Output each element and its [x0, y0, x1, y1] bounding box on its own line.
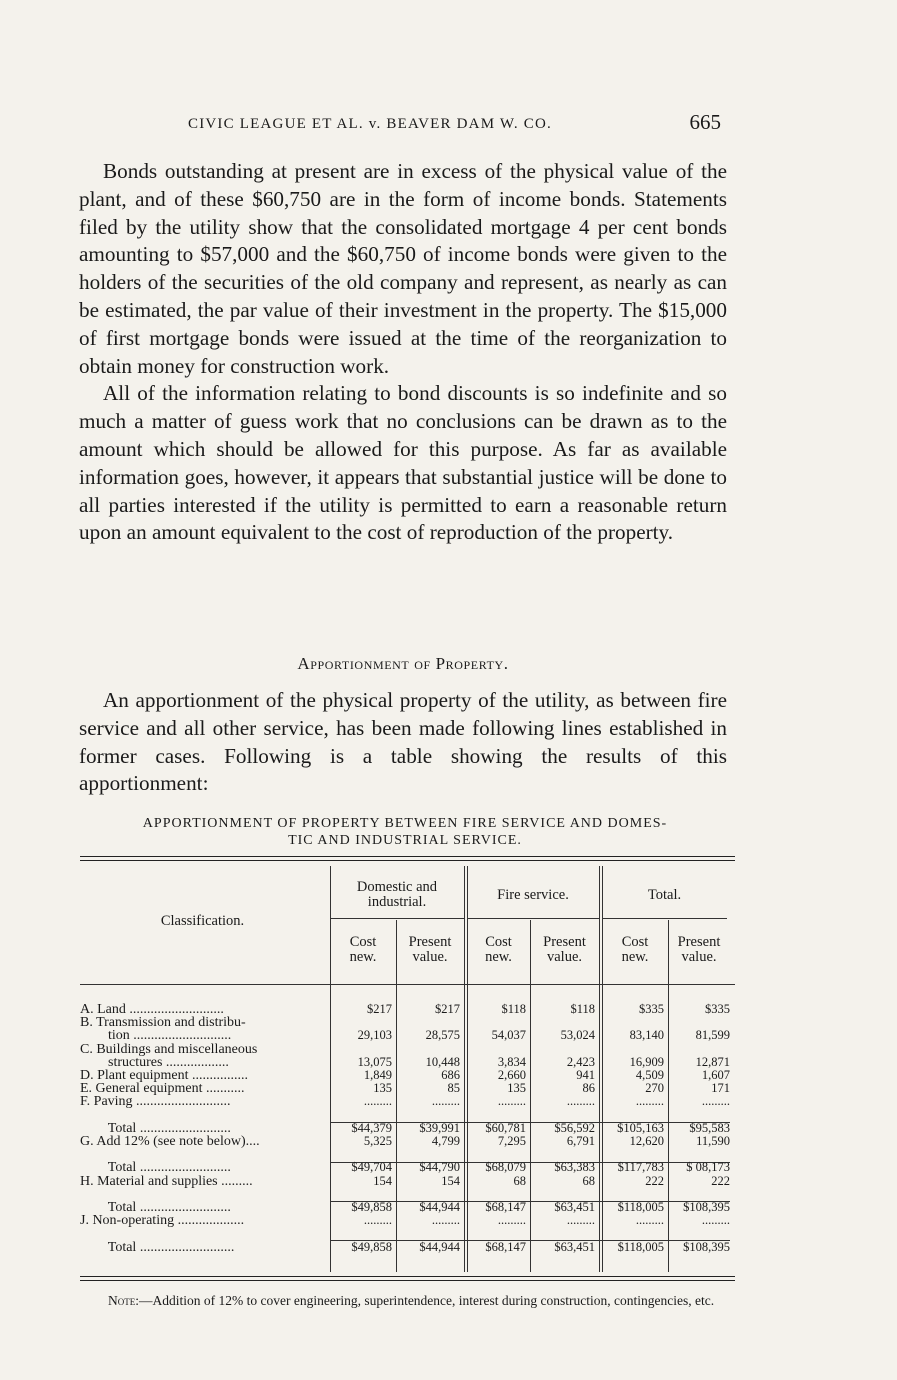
- table-cell: 12,620: [629, 1134, 664, 1149]
- table-cell: $118,005: [617, 1239, 664, 1254]
- row-label: E. General equipment ...........: [80, 1081, 245, 1097]
- table-cell: 154: [441, 1173, 460, 1188]
- table-cell: $56,592: [554, 1120, 595, 1135]
- table-cell: $44,944: [419, 1239, 460, 1254]
- table-cell: 29,103: [357, 1028, 392, 1043]
- table-bottom-rule: [80, 1276, 735, 1277]
- table-cell: .........: [701, 1094, 730, 1109]
- header-fire-service: Fire service.: [497, 887, 569, 903]
- table-cell: 12,871: [695, 1054, 730, 1069]
- table-cell: $335: [705, 1002, 730, 1016]
- table-cell: 86: [582, 1081, 595, 1096]
- table-top-rule-2: [80, 860, 735, 861]
- table-top-rule: [80, 856, 735, 857]
- table-cell: $68,079: [485, 1160, 526, 1175]
- table-cell: 7,295: [497, 1134, 526, 1149]
- table-cell: 135: [507, 1081, 526, 1096]
- paragraph-apportionment: An apportionment of the physical property of the utility, as between fire service and all other service, has been made following lines established in former cases. Following is a table showing the results of this apportionment:: [79, 688, 727, 796]
- table-title-line-2: TIC AND INDUSTRIAL SERVICE.: [288, 833, 522, 848]
- table-cell: [467, 1227, 526, 1240]
- table-cell: [602, 1109, 664, 1122]
- table-cell: .........: [431, 1213, 460, 1228]
- table-cell: $108,395: [683, 1200, 730, 1215]
- note-label: Note:: [108, 1293, 139, 1308]
- header-rule: [602, 918, 727, 919]
- header-classification: Classification.: [160, 913, 245, 929]
- table-cell: 1,849: [363, 1068, 392, 1083]
- table-cell: 68: [513, 1173, 526, 1188]
- table-cell: 53,024: [560, 1028, 595, 1043]
- fire-present-value-column: [530, 1003, 595, 1254]
- header-fire-cost-new: Cost new.: [485, 934, 512, 965]
- table-cell: 686: [441, 1068, 460, 1083]
- running-head: [80, 112, 725, 136]
- table-cell: $63,383: [554, 1160, 595, 1175]
- table-cell: $44,379: [351, 1120, 392, 1135]
- table-cell: 28,575: [425, 1028, 460, 1043]
- table-cell: 10,448: [425, 1054, 460, 1069]
- domestic-present-value-column: [396, 1003, 460, 1254]
- section-heading: Apportionment of Property.: [297, 654, 509, 673]
- row-label: D. Plant equipment ................: [80, 1068, 248, 1084]
- row-label: [80, 1109, 325, 1122]
- row-label: J. Non-operating ...................: [80, 1213, 245, 1229]
- table-cell: [602, 1227, 664, 1240]
- running-title: CIVIC LEAGUE ET AL. v. BEAVER DAM W. CO.: [188, 116, 552, 132]
- table-cell: 11,590: [696, 1134, 730, 1149]
- table-cell: $118,005: [617, 1200, 664, 1215]
- total-present-value-column: [668, 1003, 730, 1254]
- table-cell: $44,790: [419, 1160, 460, 1175]
- table-cell: .........: [497, 1213, 526, 1228]
- table-cell: $117,783: [617, 1160, 664, 1175]
- table-cell: 171: [711, 1081, 730, 1096]
- header-domestic-cost-new: Cost new.: [349, 934, 377, 965]
- table-cell: 5,325: [363, 1134, 392, 1149]
- paragraph-bond-discounts: All of the information relating to bond discounts is so indefinite and so much a matter of guess work that no conclusions can be drawn as to the amount which should be allowed for this purpose. As far as available information goes, however, it appears that substantial justice will be done to all parties interested if the utility is permitted to earn a reasonable return upon an amount equivalent to the cost of reproduction of the property.: [79, 381, 727, 545]
- table-cell: .........: [566, 1213, 595, 1228]
- row-label: C. Buildings and miscellaneous: [80, 1041, 258, 1057]
- body-text-apportionment: [79, 687, 727, 798]
- row-label: [80, 1227, 325, 1240]
- table-cell: $44,944: [419, 1200, 460, 1215]
- table-cell: [668, 1109, 730, 1122]
- table-cell: $118: [501, 1002, 526, 1016]
- table-cell: [396, 1043, 460, 1056]
- table-cell: 3,834: [497, 1054, 526, 1069]
- table-cell: $60,781: [485, 1120, 526, 1135]
- table-cell: 270: [645, 1081, 664, 1096]
- page-number: 665: [689, 110, 721, 134]
- body-text: [79, 158, 727, 547]
- header-domestic: Domestic and industrial.: [356, 879, 438, 910]
- row-label: tion ............................: [80, 1028, 232, 1044]
- table-cell: 2,660: [497, 1068, 526, 1083]
- table-cell: [467, 1043, 526, 1056]
- total-cost-new-column: [602, 1003, 664, 1254]
- table-cell: 13,075: [357, 1054, 392, 1069]
- table-bottom-rule-2: [80, 1280, 735, 1281]
- table-cell: $105,163: [617, 1120, 664, 1135]
- table-cell: $ 08,173: [686, 1160, 730, 1175]
- header-bottom-rule: [80, 984, 735, 985]
- table-cell: .........: [363, 1094, 392, 1109]
- header-total-cost-new: Cost new.: [621, 934, 649, 965]
- row-label: Total ..........................: [80, 1160, 231, 1176]
- table-cell: 222: [645, 1173, 664, 1188]
- table-cell: [330, 1109, 392, 1122]
- table-cell: $49,858: [351, 1239, 392, 1254]
- table-cell: 154: [373, 1173, 392, 1188]
- row-label: G. Add 12% (see note below)....: [80, 1134, 260, 1150]
- table-cell: .........: [635, 1213, 664, 1228]
- table-cell: 135: [373, 1081, 392, 1096]
- row-label: Total ..........................: [80, 1120, 231, 1136]
- row-label: H. Material and supplies .........: [80, 1173, 253, 1189]
- note-text: —Addition of 12% to cover engineering, superintendence, interest during construction, contingencies, etc.: [139, 1293, 715, 1308]
- table-cell: 81,599: [695, 1028, 730, 1043]
- table-cell: [330, 1227, 392, 1240]
- header-total: Total.: [647, 887, 682, 903]
- row-label: F. Paving ...........................: [80, 1094, 231, 1110]
- table-cell: 83,140: [629, 1028, 664, 1043]
- table-cell: 222: [711, 1173, 730, 1188]
- table-cell: $39,991: [419, 1120, 460, 1135]
- table-cell: [396, 1227, 460, 1240]
- row-label: Total ...........................: [80, 1239, 235, 1255]
- paragraph-bonds: Bonds outstanding at present are in excess of the physical value of the plant, and of these $60,750 are in the form of income bonds. Statements filed by the utility show that the consolidated mortgage 4 per cent bonds amounting to $57,000 and the $60,750 of income bonds were given to the holders of the securities of the old company and represent, as nearly as can be estimated, the par value of their investment in the property. The $15,000 of first mortgage bonds were issued at the time of the reorganization to obtain money for construction work.: [79, 159, 727, 378]
- table-cell: [530, 1227, 595, 1240]
- table-cell: .........: [635, 1094, 664, 1109]
- table-cell: $49,704: [351, 1160, 392, 1175]
- table-cell: [602, 1043, 664, 1056]
- header-rule: [467, 918, 599, 919]
- fire-cost-new-column: [467, 1003, 526, 1254]
- table-cell: .........: [566, 1094, 595, 1109]
- table-cell: .........: [497, 1094, 526, 1109]
- table-cell: 6,791: [566, 1134, 595, 1149]
- table-cell: [467, 1109, 526, 1122]
- domestic-cost-new-column: [330, 1003, 392, 1254]
- table-cell: $118: [570, 1002, 595, 1016]
- col-line: [599, 866, 600, 1272]
- table-cell: $63,451: [554, 1200, 595, 1215]
- header-fire-present-value: Present value.: [543, 934, 586, 965]
- header-domestic-present-value: Present value.: [408, 934, 452, 965]
- table-cell: $217: [435, 1002, 460, 1016]
- table-cell: [330, 1043, 392, 1056]
- table-note: [80, 1293, 730, 1308]
- table-cell: 4,509: [635, 1068, 664, 1083]
- table-cell: [530, 1043, 595, 1056]
- row-label: structures ..................: [80, 1054, 229, 1070]
- table-cell: 2,423: [566, 1054, 595, 1069]
- table-cell: $335: [639, 1002, 664, 1016]
- table-cell: .........: [431, 1094, 460, 1109]
- table-title-line-1: APPORTIONMENT OF PROPERTY BETWEEN FIRE SERVICE AND DOMES-: [142, 816, 668, 831]
- table-cell: $95,583: [689, 1120, 730, 1135]
- table-cell: [396, 1109, 460, 1122]
- col-line: [464, 866, 465, 1272]
- table-cell: [668, 1227, 730, 1240]
- table-cell: $68,147: [485, 1239, 526, 1254]
- table-cell: $108,395: [683, 1239, 730, 1254]
- table-cell: [668, 1043, 730, 1056]
- header-total-present-value: Present value.: [677, 934, 721, 965]
- row-label: A. Land ...........................: [80, 1002, 224, 1017]
- header-rule: [330, 918, 464, 919]
- row-label: Total ..........................: [80, 1200, 231, 1216]
- table-cell: .........: [363, 1213, 392, 1228]
- table-cell: 54,037: [491, 1028, 526, 1043]
- table-cell: 4,799: [431, 1134, 460, 1149]
- table-cell: 85: [447, 1081, 460, 1096]
- table-cell: 68: [582, 1173, 595, 1188]
- classification-column: [80, 1003, 325, 1254]
- table-cell: [530, 1109, 595, 1122]
- table-cell: 941: [576, 1068, 595, 1083]
- row-label: B. Transmission and distribu-: [80, 1015, 246, 1031]
- table-cell: $217: [367, 1002, 392, 1016]
- table-cell: 16,909: [629, 1054, 664, 1069]
- table-title: [60, 815, 750, 849]
- table-cell: $49,858: [351, 1200, 392, 1215]
- table-cell: 1,607: [701, 1068, 730, 1083]
- table-cell: $63,451: [554, 1239, 595, 1254]
- table-cell: $68,147: [485, 1200, 526, 1215]
- table-cell: .........: [701, 1213, 730, 1228]
